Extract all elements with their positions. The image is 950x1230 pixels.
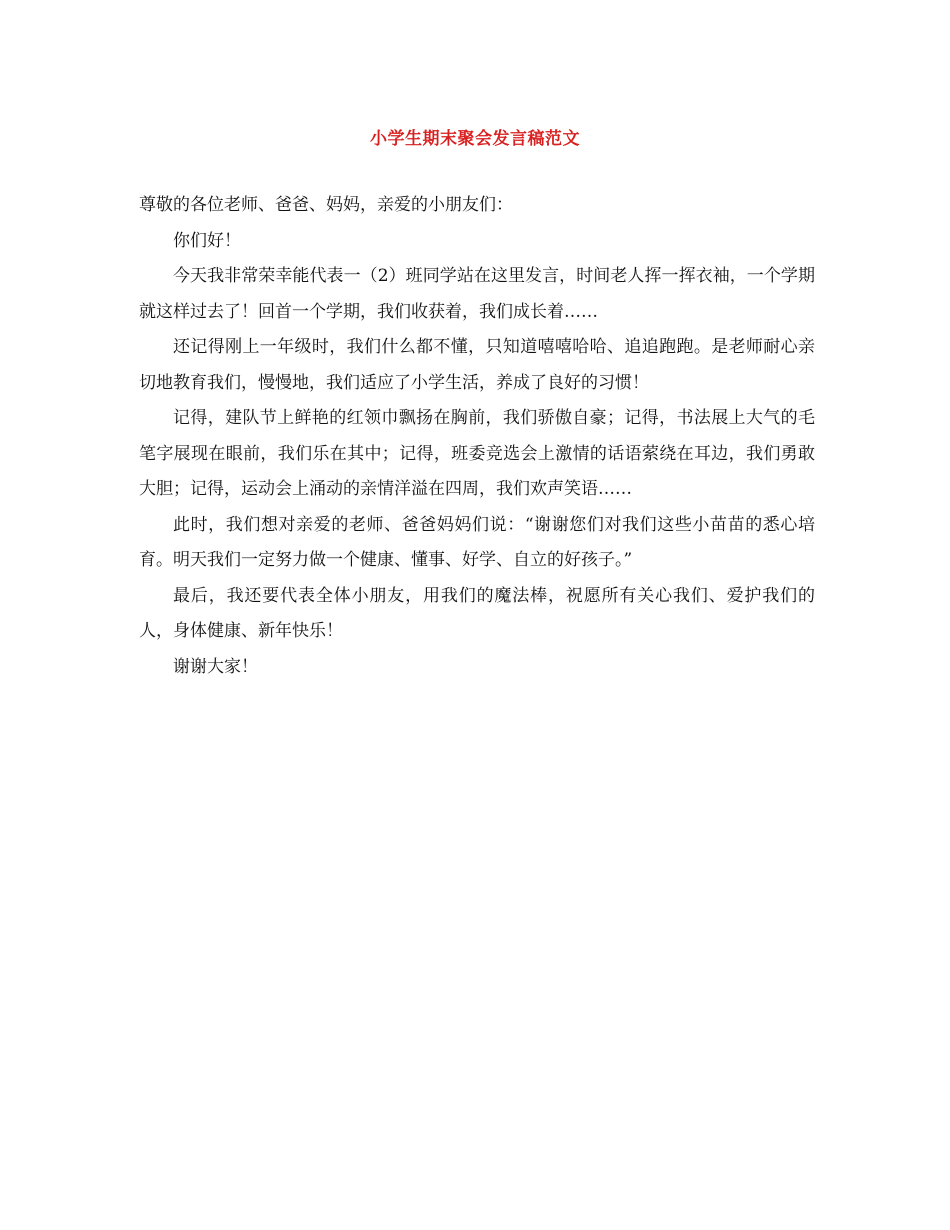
body-paragraph-wishes: 最后，我还要代表全体小朋友，用我们的魔法棒，祝愿所有关心我们、爱护我们的人，身体健康、新年快乐！	[139, 585, 815, 641]
body-paragraph-intro: 今天我非常荣幸能代表一（2）班同学站在这里发言，时间老人挥一挥衣袖，一个学期就这样过去了！回首一个学期，我们收获着，我们成长着……	[139, 266, 815, 322]
body-paragraph-thanks: 此时，我们想对亲爱的老师、爸爸妈妈们说：“谢谢您们对我们这些小苗苗的悉心培育。明天我们一定努力做一个健康、懂事、好学、自立的好孩子。”	[139, 514, 815, 570]
body-paragraph-first-grade: 还记得刚上一年级时，我们什么都不懂，只知道嘻嘻哈哈、追追跑跑。是老师耐心亲切地教育我们，慢慢地，我们适应了小学生活，养成了良好的习惯！	[139, 337, 815, 393]
body-paragraph-memories: 记得，建队节上鲜艳的红领巾飘扬在胸前，我们骄傲自豪；记得，书法展上大气的毛笔字展现在眼前，我们乐在其中；记得，班委竞选会上激情的话语萦绕在耳边，我们勇敢大胆；记得，运动会上涌动的亲情洋溢在四周，我们欢声笑语……	[139, 408, 815, 499]
salutation-paragraph: 尊敬的各位老师、爸爸、妈妈，亲爱的小朋友们：	[139, 195, 513, 215]
document-title: 小学生期末聚会发言稿范文	[370, 129, 580, 149]
greeting-paragraph: 你们好！	[173, 230, 241, 251]
document-body	[139, 188, 815, 685]
closing-paragraph: 谢谢大家！	[173, 656, 258, 677]
